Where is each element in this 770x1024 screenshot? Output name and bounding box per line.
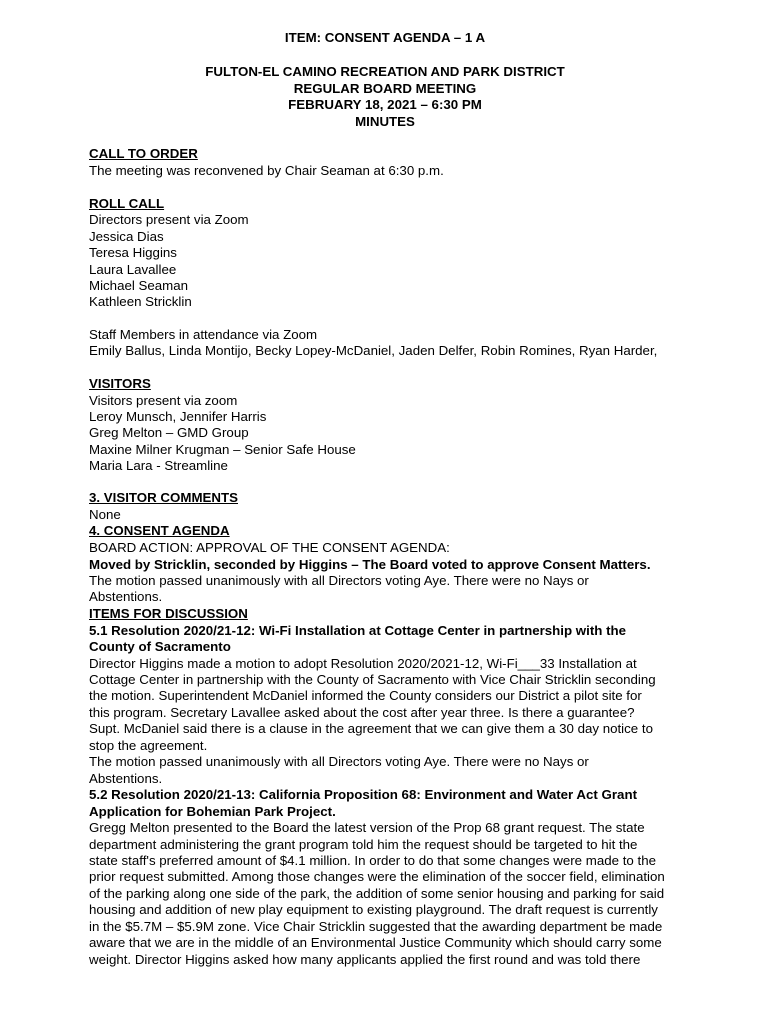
item-5-1-body-line: Director Higgins made a motion to adopt Resolution 2020/2021-12, Wi-Fi___33 Installation at [89, 656, 637, 671]
item-5-1-body-line: Cottage Center in partnership with the County of Sacramento with Vice Chair Stricklin seconding [89, 672, 656, 687]
visitor-line: Maxine Milner Krugman – Senior Safe House [89, 442, 356, 457]
item-5-2-body-line: state staff's preferred amount of $4.1 million. In order to do that some changes were made to the [89, 853, 656, 868]
director-name: Teresa Higgins [89, 245, 177, 260]
item-label: ITEM: CONSENT AGENDA – 1 A [284, 30, 486, 45]
item-5-1-body-line: this program. Secretary Lavallee asked about the cost after year three. Is there a guarantee? [89, 705, 635, 720]
item-5-1-body-line: Supt. McDaniel said there is a clause in the agreement that we can give them a 30 day notice to [89, 721, 653, 736]
item-5-2-body-line: aware that we are in the middle of an Environmental Justice Community which should carry some [89, 935, 662, 950]
directors-intro: Directors present via Zoom [89, 212, 249, 227]
call-to-order-text: The meeting was reconvened by Chair Seaman at 6:30 p.m. [89, 163, 444, 178]
item-5-2-body-line: housing and addition of new play equipment to existing playground. The draft request is currently [89, 902, 658, 917]
visitor-line: Visitors present via zoom [89, 393, 238, 408]
item-5-2-title: Application for Bohemian Park Project. [89, 804, 336, 819]
item-5-1-body-line: Abstentions. [89, 771, 163, 786]
item-5-2-body-line: department administering the grant program told him the request should be targeted to hit the [89, 837, 638, 852]
director-name: Kathleen Stricklin [89, 294, 192, 309]
item-5-2-body-line: prior request submitted. Among those changes were the elimination of the soccer field, elimination [89, 869, 665, 884]
director-name: Jessica Dias [89, 229, 164, 244]
director-name: Laura Lavallee [89, 262, 177, 277]
visitor-line: Maria Lara - Streamline [89, 458, 228, 473]
item-5-2-body-line: weight. Director Higgins asked how many applicants applied the first round and was told there [89, 952, 641, 967]
consent-result-line: Abstentions. [89, 589, 163, 604]
visitor-line: Leroy Munsch, Jennifer Harris [89, 409, 267, 424]
staff-list: Emily Ballus, Linda Montijo, Becky Lopey-McDaniel, Jaden Delfer, Robin Romines, Ryan Harder, [89, 343, 658, 358]
roll-call-heading: ROLL CALL [89, 196, 165, 211]
item-5-1-title: County of Sacramento [89, 639, 231, 654]
meeting-date: FEBRUARY 18, 2021 – 6:30 PM [288, 97, 482, 112]
visitor-comments-text: None [89, 507, 121, 522]
visitor-line: Greg Melton – GMD Group [89, 425, 249, 440]
consent-motion: Moved by Stricklin, seconded by Higgins – The Board voted to approve Consent Matters. [89, 557, 651, 572]
director-name: Michael Seaman [89, 278, 189, 293]
item-5-1-body-line: The motion passed unanimously with all Directors voting Aye. There were no Nays or [89, 754, 589, 769]
item-5-2-body-line: in the $5.7M – $5.9M zone. Vice Chair Stricklin suggested that the awarding department be made [89, 919, 663, 934]
item-5-2-title: 5.2 Resolution 2020/21-13: California Proposition 68: Environment and Water Act Grant [89, 787, 637, 802]
staff-intro: Staff Members in attendance via Zoom [89, 327, 318, 342]
board-action: BOARD ACTION: APPROVAL OF THE CONSENT AGENDA: [89, 540, 450, 555]
visitor-comments-heading: 3. VISITOR COMMENTS [89, 490, 238, 505]
visitors-heading: VISITORS [89, 376, 151, 391]
item-5-1-title: 5.1 Resolution 2020/21-12: Wi-Fi Installation at Cottage Center in partnership with the [89, 623, 627, 638]
item-5-2-body-line: Gregg Melton presented to the Board the latest version of the Prop 68 grant request. The state [89, 820, 645, 835]
consent-result-line: The motion passed unanimously with all Directors voting Aye. There were no Nays or [89, 573, 589, 588]
organization-name: FULTON-EL CAMINO RECREATION AND PARK DISTRICT [205, 64, 565, 79]
call-to-order-heading: CALL TO ORDER [89, 146, 198, 161]
document-title: MINUTES [355, 114, 415, 129]
item-5-1-body-line: the motion. Superintendent McDaniel informed the County considers our District a pilot site for [89, 688, 642, 703]
meeting-type: REGULAR BOARD MEETING [293, 81, 477, 96]
consent-agenda-heading: 4. CONSENT AGENDA [89, 523, 230, 538]
discussion-heading: ITEMS FOR DISCUSSION [89, 606, 248, 621]
item-5-1-body-line: stop the agreement. [89, 738, 208, 753]
item-5-2-body-line: of the parking along one side of the park, the addition of some senior housing and parking for said [89, 886, 665, 901]
